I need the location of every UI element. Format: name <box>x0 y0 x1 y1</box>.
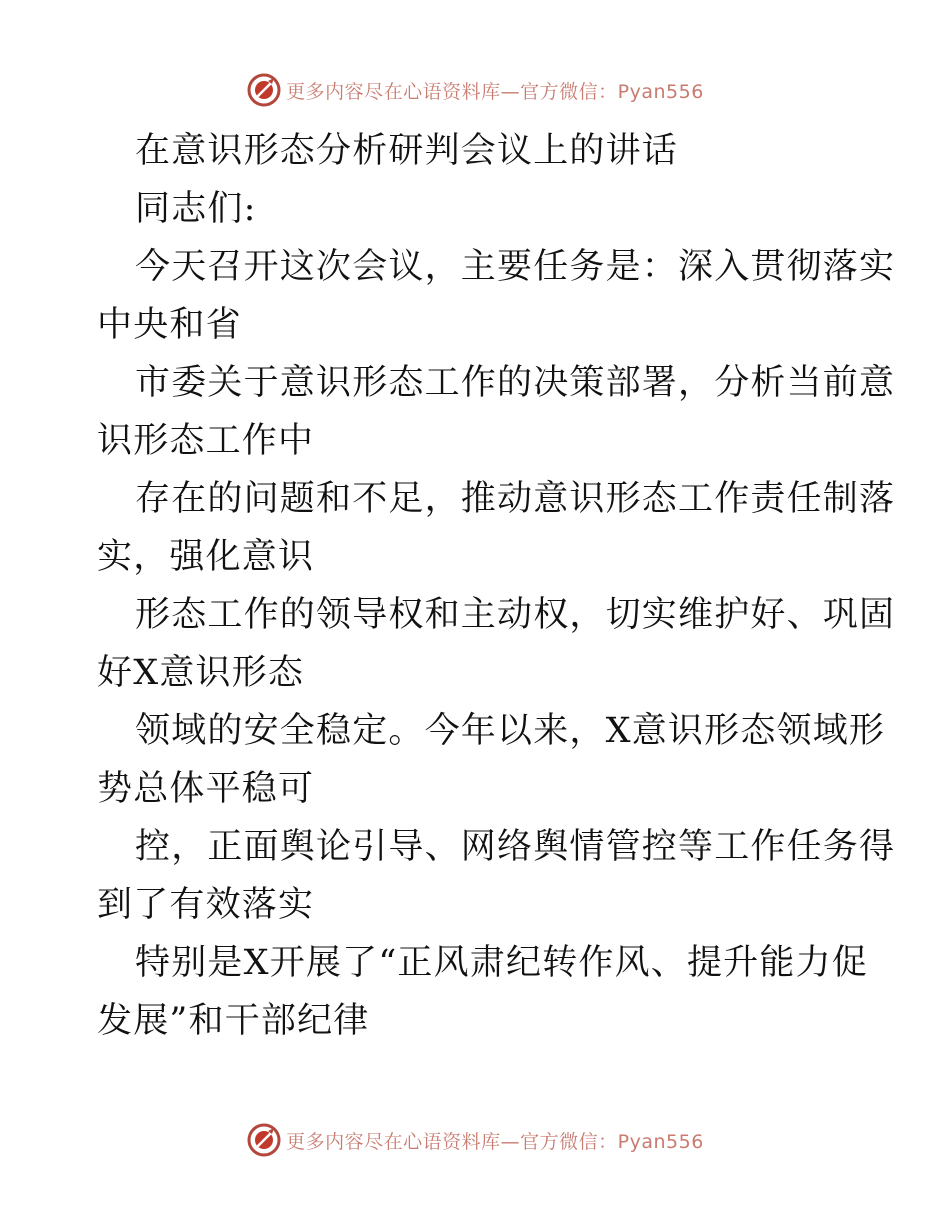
paragraph-line: 中央和省 <box>97 305 242 345</box>
seal-logo-icon <box>246 1122 282 1158</box>
document-body <box>97 122 896 1050</box>
paragraph-line: 存在的问题和不足，推动意识形态工作责任制落 <box>135 479 896 519</box>
paragraph-line: 好X意识形态 <box>97 653 305 693</box>
salutation: 同志们: <box>135 189 257 229</box>
paragraph-line: 控，正面舆论引导、网络舆情管控等工作任务得 <box>135 827 896 867</box>
paragraph-line: 特别是X开展了“正风肃纪转作风、提升能力促 <box>135 943 869 983</box>
paragraph-line: 市委关于意识形态工作的决策部署，分析当前意 <box>135 363 896 403</box>
watermark-text: 更多内容尽在心语资料库—官方微信：Pyan556 <box>286 1130 704 1153</box>
header-watermark <box>0 70 950 110</box>
paragraph-line: 势总体平稳可 <box>97 769 315 809</box>
footer-watermark <box>0 1120 950 1160</box>
watermark-text: 更多内容尽在心语资料库—官方微信：Pyan556 <box>286 80 704 103</box>
seal-logo-icon <box>246 72 282 108</box>
paragraph-line: 形态工作的领导权和主动权，切实维护好、巩固 <box>135 595 896 635</box>
document-title: 在意识形态分析研判会议上的讲话 <box>135 131 679 171</box>
paragraph-line: 今天召开这次会议，主要任务是：深入贯彻落实 <box>135 247 896 287</box>
paragraph-line: 发展”和干部纪律 <box>97 1001 370 1041</box>
paragraph-line: 到了有效落实 <box>97 885 315 925</box>
paragraph-line: 领域的安全稳定。今年以来，X意识形态领域形 <box>135 711 886 751</box>
paragraph-line: 实，强化意识 <box>97 537 315 577</box>
paragraph-line: 识形态工作中 <box>97 421 315 461</box>
